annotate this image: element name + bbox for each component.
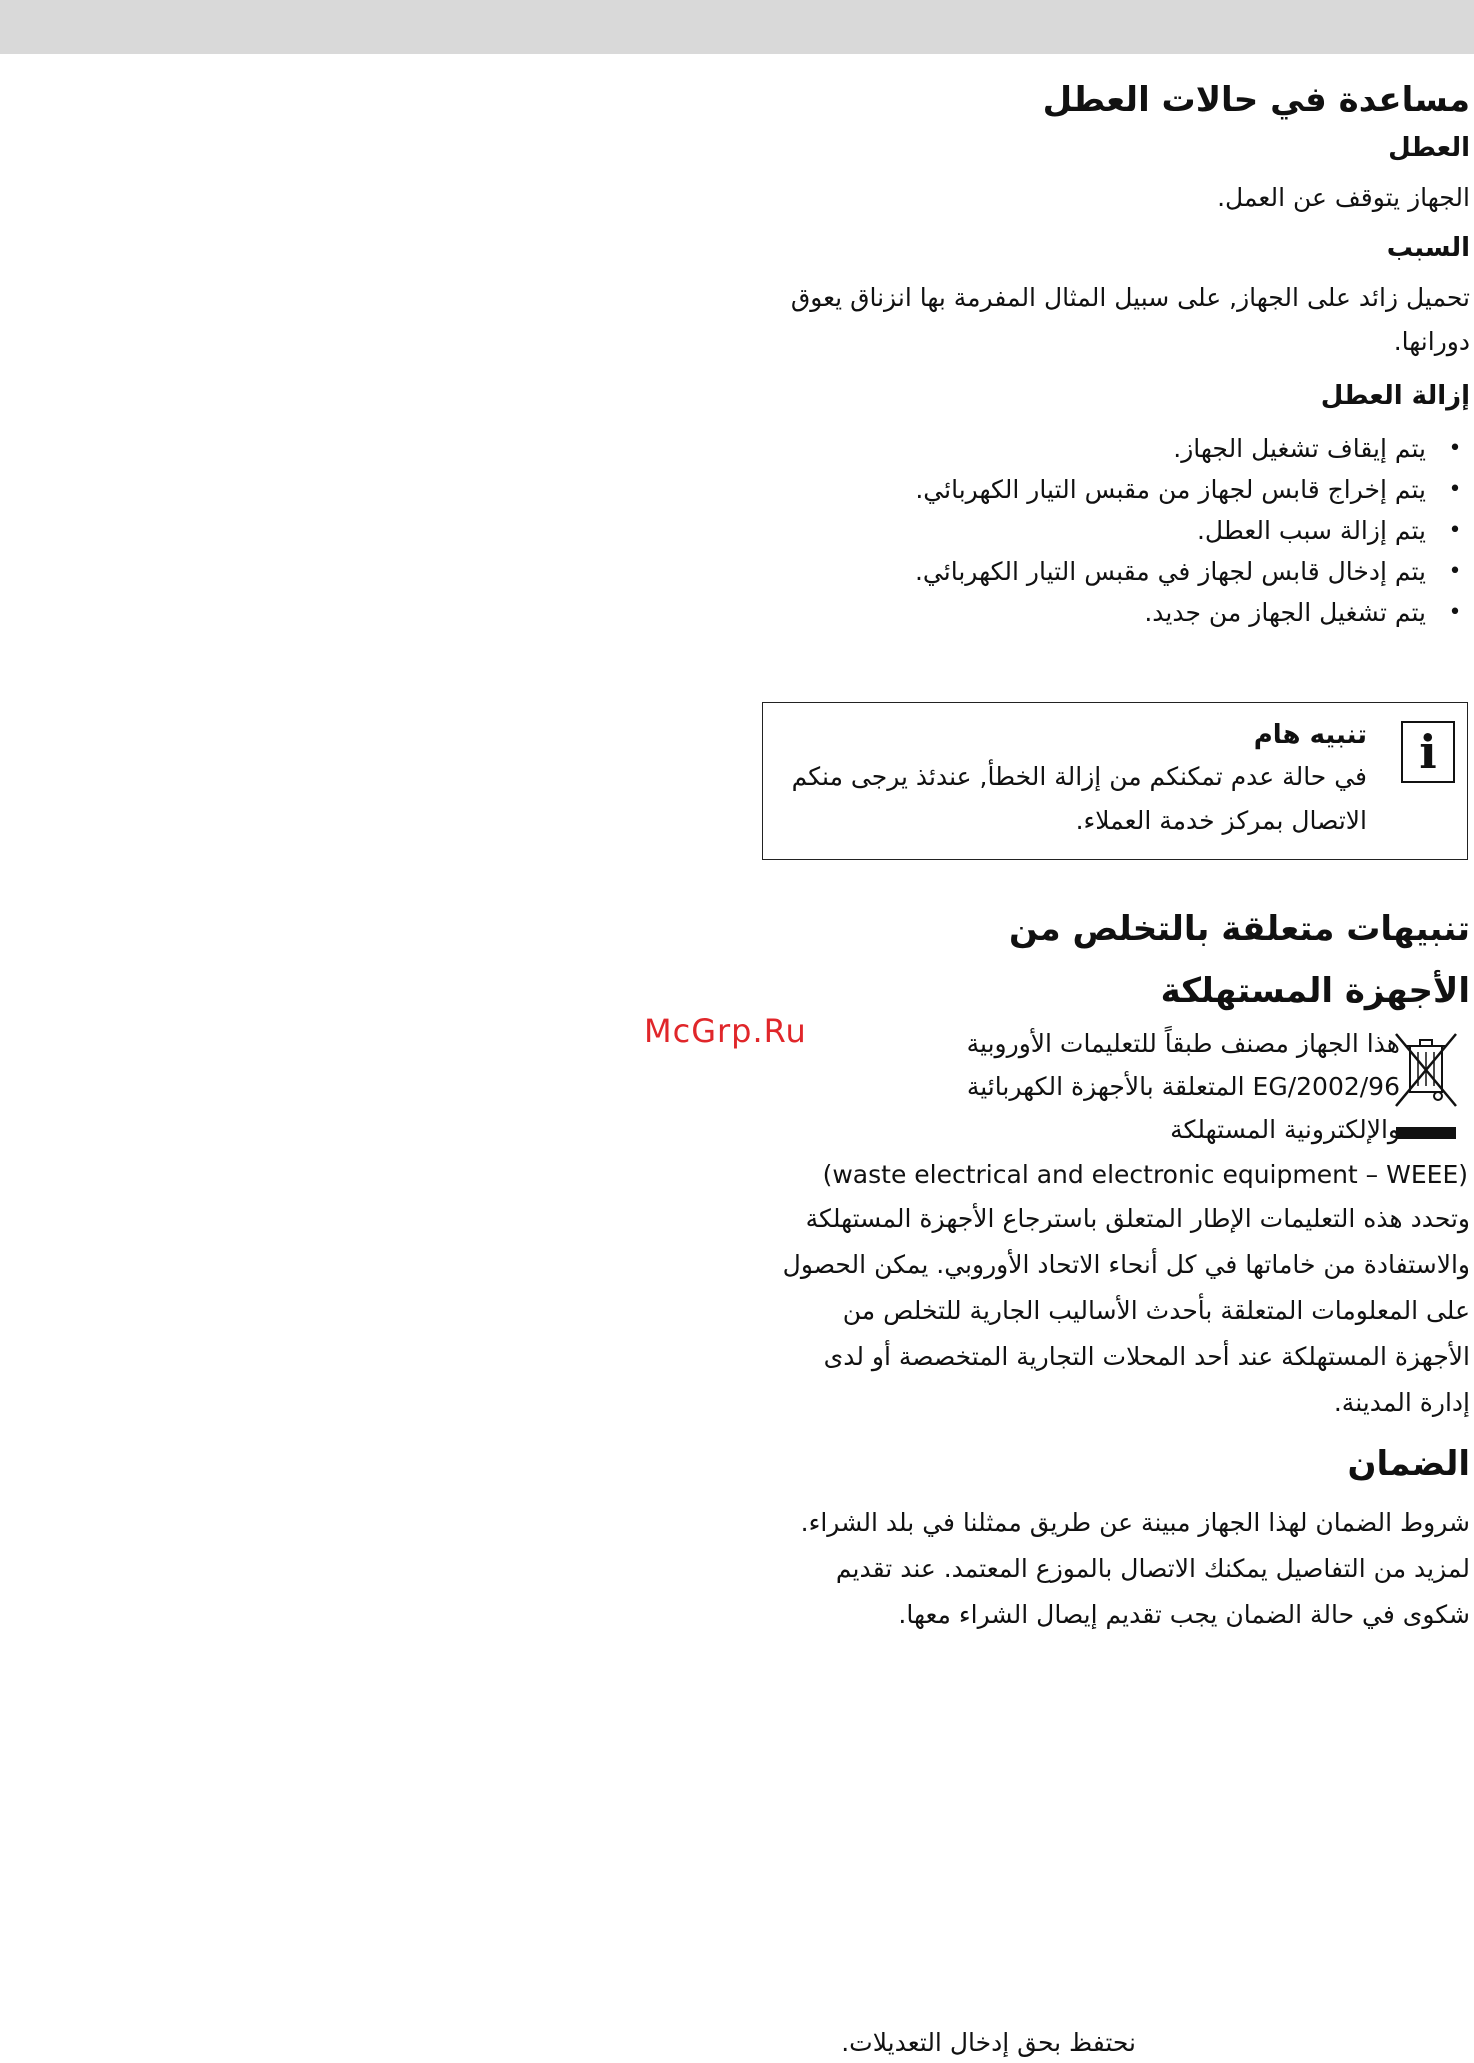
remedy-step: • يتم إخراج قابس لجهاز من مقبس التيار الكهربائي. — [760, 469, 1426, 510]
disposal-body: وتحدد هذه التعليمات الإطار المتعلق باسترجاع الأجهزة المستهلكة والاستفادة من خاماتها في كل أنحاء الاتحاد الأوروبي. يمكن الحصول على المعلومات المتعلقة بأحدث الأساليب الجارية للتخلص من الأجهزة المستهلكة عند أحد المحلات التجارية المتخصصة أو لدى إدارة المدينة. — [782, 1204, 1470, 1417]
notice-content — [777, 715, 1367, 843]
disposal-title-line2: الأجهزة المستهلكة — [1160, 971, 1470, 1011]
notice-title: تنبيه هام — [1253, 720, 1367, 750]
fault-heading: العطل — [1388, 133, 1470, 163]
troubleshooting-section — [760, 78, 1470, 633]
info-icon: i — [1401, 721, 1455, 783]
weee-latin-text: (waste electrical and electronic equipment – WEEE) — [822, 1160, 1468, 1189]
fault-text: الجهاز يتوقف عن العمل. — [1217, 183, 1470, 212]
disposal-title-line1: تنبيهات متعلقة بالتخلص من — [1009, 909, 1470, 949]
weee-line-3: والإلكترونية المستهلكة — [1170, 1115, 1400, 1144]
remedy-step: • يتم إزالة سبب العطل. — [760, 510, 1426, 551]
remedy-step: • يتم إدخال قابس لجهاز في مقبس التيار الكهربائي. — [760, 551, 1426, 592]
remedy-step: • يتم إيقاف تشغيل الجهاز. — [760, 428, 1426, 469]
disposal-heading-block — [760, 898, 1470, 1022]
warranty-body: شروط الضمان لهذا الجهاز مبينة عن طريق ممثلنا في بلد الشراء. لمزيد من التفاصيل يمكنك الاتصال بالموزع المعتمد. عند تقديم شكوى في حالة الضمان يجب تقديم إيصال الشراء معها. — [800, 1508, 1470, 1629]
notice-text: في حالة عدم تمكنكم من إزالة الخطأ, عندئذ يرجى منكم الاتصال بمركز خدمة العملاء. — [791, 762, 1367, 835]
weee-line-2: 2002/96/EG المتعلقة بالأجهزة الكهربائية — [966, 1072, 1400, 1101]
weee-line-1: هذا الجهاز مصنف طبقاً للتعليمات الأوروبية — [966, 1029, 1400, 1058]
top-gray-band — [0, 0, 1474, 54]
troubleshooting-title: مساعدة في حالات العطل — [1042, 80, 1470, 120]
weee-bar-icon — [1396, 1127, 1456, 1139]
crossed-bin-icon — [1392, 1030, 1460, 1110]
cause-text: تحميل زائد على الجهاز, على سبيل المثال المفرمة بها انزناق يعوق دورانها. — [790, 283, 1470, 356]
cause-heading: السبب — [1386, 233, 1470, 263]
disposal-body-block — [770, 1196, 1470, 1426]
remedy-step: • يتم تشغيل الجهاز من جديد. — [760, 592, 1426, 633]
important-notice-box — [762, 702, 1468, 860]
remedy-heading: إزالة العطل — [1320, 381, 1470, 411]
remedy-steps-list — [760, 428, 1470, 633]
footer-note: نحتفظ بحق إدخال التعديلات. — [841, 2028, 1136, 2057]
warranty-title: الضمان — [1347, 1444, 1470, 1484]
warranty-section — [760, 1442, 1470, 1638]
watermark: McGrp.Ru — [644, 1012, 807, 1050]
